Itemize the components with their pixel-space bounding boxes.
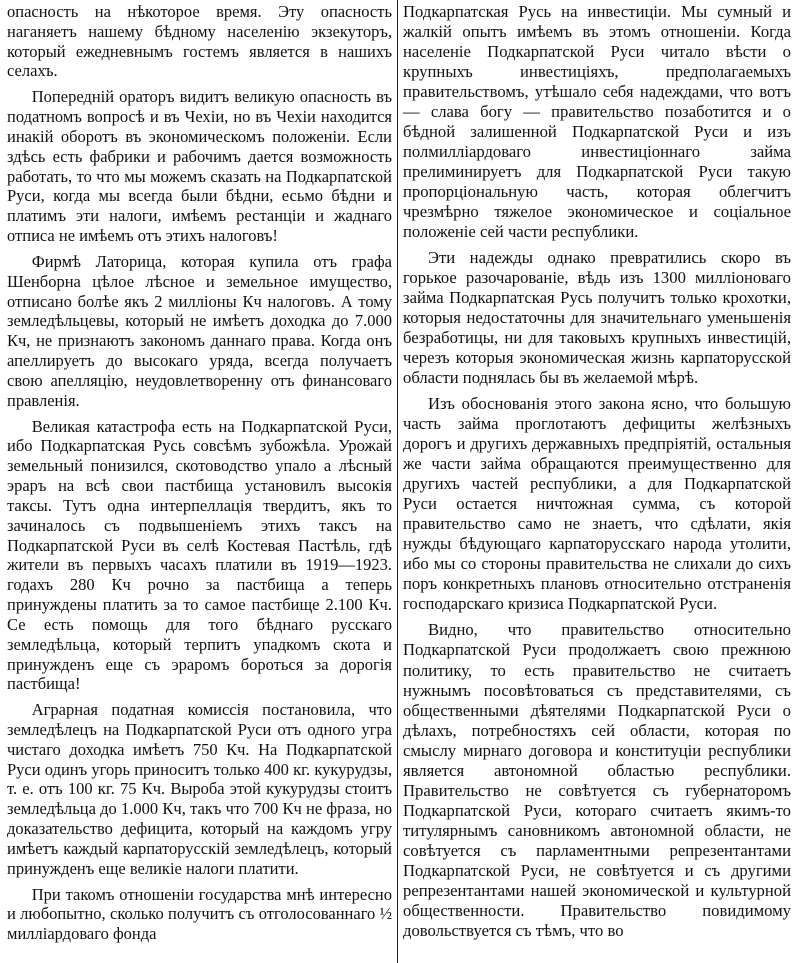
paragraph: Фирмѣ Латорица, которая купила отъ графа Шенборна цѣлое лѣсное и земельное имущество, отписано болѣе якъ 2 милліоны Кч налоговъ. А тому земледѣльцевы, который не имѣетъ доходка до 7.000 Кч, не признаютъ закономъ даннаго права. Когда онъ апеллируетъ до высокаго уряда, всегда получаетъ свою апелляцію, неудовлетворенну отъ финансоваго правленія. xyxy=(7,251,392,410)
paragraph: Аграрная податная комиссія постановила, что земледѣлецъ на Подкарпатской Руси отъ одного угра чистаго доходка имѣетъ 750 Кч. На Подкарпатской Руси одинъ угорь приноситъ только 400 кг. кукурудзы, т. е. отъ 100 кг. 75 Кч. Выроба этой кукурудзы стоитъ земледѣльца до 1.000 Кч, такъ что 700 Кч не фраза, но доказательство дефицита, который на каждомъ угру имѣетъ каждый карпаторусскій земледѣлецъ, который принужденъ еще великіе налоги платити. xyxy=(7,700,392,878)
paragraph: Подкарпатская Русь на инвестиціи. Мы сумный и жалкій опытъ имѣемъ въ этомъ отношеніи. Когда населеніе Подкарпатской Руси читало вѣсти о крупныхъ инвестиціяхъ, предполагаемыхъ правительствомъ, утѣшало себя надеждами, что вотъ — слава богу — правительство позаботится и о бѣдной залишенной Подкарпатской Руси и изъ полмилліардоваго инвестиціоннаго займа прелиминируетъ для Подкарпатской Руси такую пропорціональную часть, которая облегчитъ чрезмѣрно тяжелое экономическое и соціальное положеніе сей части республики. xyxy=(403,2,791,242)
left-column xyxy=(7,2,392,963)
paragraph: опасность на нѣкоторое время. Эту опасность наганяетъ нашему бѣдному населенію экзекуторъ, который ежедневнымъ гостемъ является в нашихъ селахъ. xyxy=(7,2,392,81)
paragraph: Видно, что правительство относительно Подкарпатской Руси продолжаетъ свою прежнюю политику, то есть правительство не считаетъ нужнымъ посовѣтоваться съ представителями, съ общественными дѣятелями Подкарпатской Руси о дѣлахъ, потребностяхъ сей области, которая по смыслу мирнаго договора и конституціи республики является автономной областью республики. Правительство не совѣтуется съ губернаторомъ Подкарпатской Руси, котораго считаетъ якимъ-то титулярнымъ сановникомъ автономной области, не совѣтуется съ парламентными репрезентантами Подкарпатской Руси, не совѣтуется и съ другими репрезентантами нашей экономической и культурной общественности. Правительство повидимому довольствуется съ тѣмъ, что во xyxy=(403,620,791,940)
column-divider xyxy=(397,0,398,963)
paragraph: Эти надежды однако превратились скоро въ горькое разочарованіе, вѣдь изъ 1300 милліоноваго займа Подкарпатская Русь получитъ только крохотки, которыя недостаточны для значительнаго уменьшенія безработицы, ни для таковыхъ крупныхъ инвестицій, черезъ которыя экономическая жизнь карпаторусской области поднялась бы въ желаемой мѣрѣ. xyxy=(403,248,791,388)
right-column xyxy=(403,2,791,963)
paragraph: Попередній ораторъ видитъ великую опасность въ податномъ вопросѣ и въ Чехіи, но въ Чехіи находится инакій оборотъ въ экономическомъ положеніи. Если здѣсь есть фабрики и рабочимъ дается возможность работать, то что мы можемъ сказать на Подкарпатской Руси, когда мы всегда были бѣдни, есьмо бѣдни и платимъ эти налоги, имѣемъ рестанціи и жаднаго отписа не имѣемъ отъ этихъ налоговъ! xyxy=(7,87,392,246)
paragraph: Великая катастрофа есть на Подкарпатской Руси, ибо Подкарпатская Русь совсѣмъ зубожѣла. Урожай земельный понизился, скотоводство упало а лѣсный эраръ на всѣ свои пастбища установилъ высокія таксы. Тутъ одна интерпеллація твердитъ, якъ то зачиналось съ подвышеніемъ этихъ таксъ на Подкарпатской Руси въ селѣ Костевая Пастѣль, гдѣ жители въ первыхъ часахъ платили въ 1919—1923. годахъ 280 Кч рочно за пастбища а теперь принуждены платить за то самое пастбище 2.100 Кч. Се есть помощь для того бѣднаго русскаго земледѣльца, который терпитъ упадкомъ скота и принужденъ еще съ эраромъ бороться за дорогія пастбища! xyxy=(7,416,392,694)
paragraph: Изъ обоснованія этого закона ясно, что большую часть займа проглотаютъ дефициты желѣзныхъ дорогъ и другихъ державныхъ предпріятій, остальныя же части займа обращаются преимущественно для другихъ частей республики, а для Подкарпатской Руси остается ничтожная сумма, съ которой правительство само не знаетъ, что сдѣлати, якія нужды бѣдующаго карпаторусскаго народа утолити, ибо мы со стороны правительства не слихали до сихъ поръ конкретныхъ плановъ относительно отстраненія господарскаго кризиса Подкарпатской Руси. xyxy=(403,394,791,614)
paragraph: При такомъ отношеніи государства мнѣ интересно и любопытно, сколько получитъ съ отголосованнаго ½ милліардоваго фонда xyxy=(7,884,392,944)
